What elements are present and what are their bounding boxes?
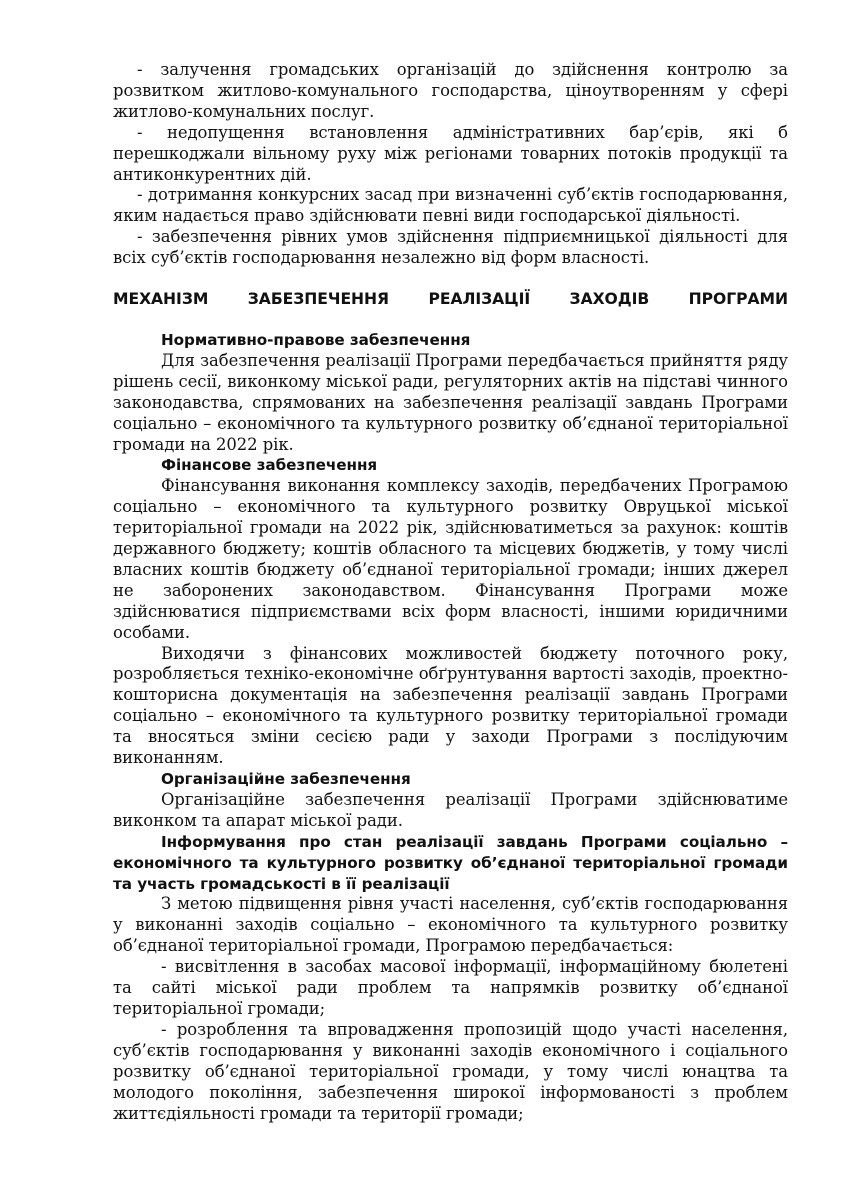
document-page <box>113 60 788 1124</box>
financial-title: Фінансове забезпечення <box>161 456 378 475</box>
spacer <box>113 310 788 330</box>
bullet-paragraph: - залучення громадських організацій до здійснення контролю за розвитком житлово-комунального господарства, ціноутворенням у сфері житлово-комунальних послуг. <box>113 60 788 121</box>
financial-text-1: Фінансування виконання комплексу заходів, передбачених Програмою соціально – економічного та культурного розвитку Овруцької міської територіальної громади на 2022 рік, здійснюватиметься за рахунок: коштів державного бюджету; коштів обласного та місцевих бюджетів, у тому числі власних коштів бюджету об’єднаної територіальної громади; інших джерел не заборонених законодавством. Фінансування Програми може здійснюватися підприємствами всіх форм власності, іншими юридичними особами. <box>113 476 788 642</box>
section-heading: МЕХАНІЗМ ЗАБЕЗПЕЧЕННЯ РЕАЛІЗАЦІЇ ЗАХОДІВ ПРОГРАМИ <box>113 290 788 309</box>
bullet-paragraph: - недопущення встановлення адміністративних бар’єрів, які б перешкоджали вільному руху між регіонами товарних потоків продукції та антиконкурентних дій. <box>113 122 788 184</box>
financial-text-2: Виходячи з фінансових можливостей бюджету поточного року, розробляється техніко-економічне обґрунтування вартості заходів, проектно-кошторисна документація на забезпечення реалізації завдань Програми соціально – економічного та культурного розвитку територіальної громади та вносяться зміни сесією ради у заходи Програми з послідуючим виконанням. <box>113 643 788 768</box>
organizational-text: Організаційне забезпечення реалізації Програми здійснюватиме виконком та апарат міської ради. <box>113 789 788 830</box>
normative-text: Для забезпечення реалізації Програми передбачається прийняття ряду рішень сесії, виконкому міської ради, регуляторних актів на підставі чинного законодавства, спрямованих на забезпечення реалізації завдань Програми соціально – економічного та культурного розвитку об’єднаної територіальної громади на 2022 рік. <box>113 350 788 454</box>
informing-item: - розроблення та впровадження пропозицій щодо участі населення, суб’єктів господарювання у виконанні заходів економічного і соціального розвитку об’єднаної територіальної громади, у тому числі юнацтва та молодого покоління, забезпечення широкої інформованості з проблем життєдіяльності громади та території громади; <box>113 1019 788 1123</box>
bullet-paragraph: - забезпечення рівних умов здійснення підприємницької діяльності для всіх суб’єктів господарювання незалежно від форм власності. <box>113 227 788 268</box>
informing-text: З метою підвищення рівня участі населення, суб’єктів господарювання у виконанні заходів соціально – економічного та культурного розвитку об’єднаної територіальної громади, Програмою передбачається: <box>113 894 788 956</box>
organizational-title: Організаційне забезпечення <box>161 770 411 788</box>
informing-item: - висвітлення в засобах масової інформації, інформаційному бюлетені та сайті міської ради проблем та напрямків розвитку об’єднаної територіальної громади; <box>113 957 788 1018</box>
bullet-paragraph: - дотримання конкурсних засад при визначенні суб’єктів господарювання, яким надається право здійснювати певні види господарської діяльності. <box>113 185 788 226</box>
normative-title: Нормативно-правове забезпечення <box>161 330 471 349</box>
spacer <box>113 269 788 289</box>
informing-title: Інформування про стан реалізації завдань Програми соціально – економічного та культурного розвитку об’єднаної територіальної громади та участь громадськості в її реалізації <box>113 832 788 893</box>
